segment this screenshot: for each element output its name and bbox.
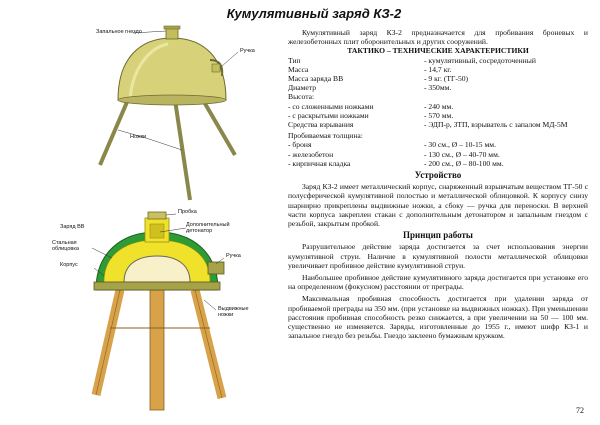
spec-row: Диаметр - 350мм. — [288, 83, 452, 93]
label-plug: Пробка — [178, 209, 197, 215]
page-number: 72 — [576, 406, 584, 415]
device-paragraph: Заряд КЗ-2 имеет металлический корпус, снаряженный взрывчатым веществом ТГ-50 с полусферической кумулятивной полостью и металлической облицовкой. К корпусу снизу шарнирно прикреплены выдвижные ножки, а сбоку — ручка для переноски. В верхней части корпуса закреплен стакан с дополнительным детонатором и запальным гнездом с резьбой, закрытым пробкой. — [288, 182, 588, 229]
spec-row: Средства взрывания - ЭДП-р, ЗТП, взрыватель с запалом МД-5М — [288, 120, 568, 130]
specs-list — [288, 56, 588, 168]
specs-heading: ТАКТИКО – ТЕХНИЧЕСКИЕ ХАРАКТЕРИСТИКИ — [347, 46, 529, 56]
spec-row: - с раскрытыми ножками - 570 мм. — [288, 110, 454, 120]
intro-paragraph: Кумулятивный заряд КЗ-2 предназначается для пробивания броневых и железобетонных плит оборонительных и других сооружений. — [288, 28, 588, 47]
label-extra-detonator: Дополнительный детонатор — [186, 222, 230, 234]
dome-body — [118, 38, 226, 100]
label-handle-top: Ручка — [240, 48, 255, 54]
label-charge: Заряд ВВ — [60, 224, 85, 230]
spec-row: Тип - кумулятивный, сосредоточенный — [288, 55, 536, 65]
page-title: Кумулятивный заряд КЗ-2 — [226, 6, 402, 21]
spec-row: Масса заряда ВВ - 9 кг. (ТГ-50) — [288, 74, 469, 84]
spec-row: - броня - 30 см., Ø – 10-15 мм. — [288, 140, 496, 150]
exterior-view-drawing — [100, 26, 238, 200]
label-legs-bottom: Выдвижные ножки — [218, 306, 249, 318]
leg-center — [175, 100, 190, 200]
principle-paragraph-1: Разрушительное действие заряда достигается за счет использования энергии кумулятивной струи. Наличие в кумулятивной полости металлической облицовки увеличивает пробивное действие кумулятивной струи. — [288, 242, 588, 270]
spec-row: - кирпичная кладка - 200 см., Ø – 80-100 мм. — [288, 158, 504, 168]
spec-row: Масса - 14,7 кг. — [288, 64, 452, 74]
center-leg — [150, 290, 164, 410]
principle-paragraph-3: Максимальная пробивная способность достигается при удалении заряда от пробиваемой преграды на 350 мм. (при установке на выдвижных ножках). При уменьшении расстояния пробивная способность резко снижается, а при увеличении на 50 — 100 мм. существенно не изменяется. Заряды, изготовленные до 1955 г., имеют шифр КЗ-1 и запальное гнездо без резьбы. Гнездо заклеено бумажным кружком. — [288, 294, 588, 341]
cutaway-view-drawing — [92, 212, 224, 410]
text-column — [288, 28, 588, 341]
label-fuse-socket: Запальное гнездо — [96, 29, 142, 35]
plug — [148, 212, 166, 219]
device-heading: Устройство — [414, 170, 462, 181]
leg-left — [100, 95, 130, 165]
label-legs-top: Ножки — [130, 134, 147, 140]
base-ring — [94, 282, 220, 290]
penetration-label: Пробиваемая толщина: — [288, 131, 363, 141]
spec-row: - со сложенными ножками - 240 мм. — [288, 101, 454, 111]
fuse-socket — [166, 28, 178, 39]
label-handle-bottom: Ручка — [226, 253, 241, 259]
height-label: Высота: — [288, 92, 315, 102]
spec-row: - железобетон - 130 см., Ø – 40-70 мм. — [288, 149, 500, 159]
label-liner: Стальная облицовка — [52, 240, 79, 252]
dome-rim — [118, 95, 226, 105]
principle-heading: Принцип работы — [403, 230, 473, 241]
label-body: Корпус — [60, 262, 78, 268]
principle-paragraph-2: Наибольшее пробивное действие кумулятивного заряда достигается при установке его на определенном (фокусном) расстоянии от преграды. — [288, 273, 588, 292]
